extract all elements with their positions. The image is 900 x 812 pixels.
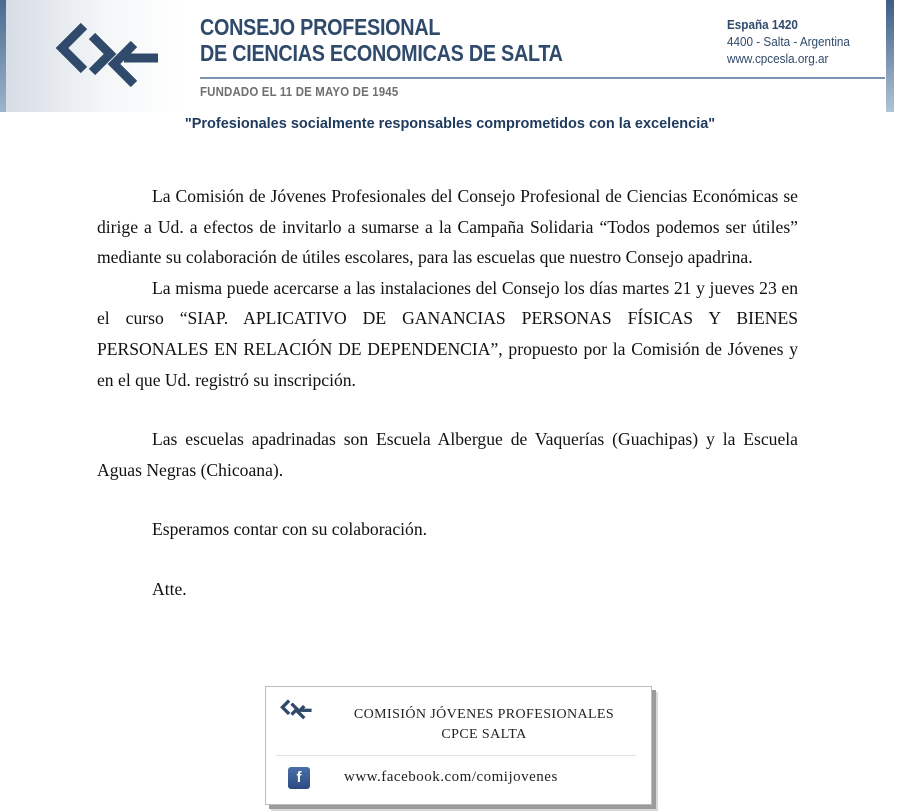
slogan: "Profesionales socialmente responsables comprometidos con la excelencia" <box>184 116 716 132</box>
paragraph-course: La misma puede acercarse a las instalaciones del Consejo los días martes 21 y jueves 23 en el curso “SIAP. APLICATIVO DE GANANCIAS PERSONAS FÍSICAS Y BIENES PERSONALES EN RELACIÓN DE DEPENDENCIA”, propuesto por la Comisión de Jóvenes y en el que Ud. registró su inscripción. <box>97 277 798 390</box>
header-right-bar <box>886 0 894 112</box>
banner-divider <box>276 755 636 756</box>
org-name-line1: CONSEJO PROFESIONAL <box>200 14 441 40</box>
header-divider <box>200 77 885 79</box>
paragraph-invitation: La Comisión de Jóvenes Profesionales del Consejo Profesional de Ciencias Económicas se dirige a Ud. a efectos de invitarlo a sumarse a la Campaña Solidaria “Todos podemos ser útiles” mediante su colaboración de útiles escolares, para las escuelas que nuestro Consejo apadrina. <box>97 186 798 268</box>
founded-date: FUNDADO EL 11 DE MAYO DE 1945 <box>200 84 399 99</box>
closing: Atte. <box>152 578 187 599</box>
commission-banner <box>265 686 652 805</box>
organization-name <box>200 14 563 66</box>
website-link[interactable]: www.cpcesla.org.ar <box>727 51 829 66</box>
address-city: 4400 - Salta - Argentina <box>727 34 850 49</box>
paragraph-hope: Esperamos contar con su colaboración. <box>152 519 428 540</box>
cpce-mini-logo-icon <box>280 697 314 723</box>
org-name-line2: DE CIENCIAS ECONOMICAS DE SALTA <box>200 40 563 66</box>
address-street: España 1420 <box>727 17 798 32</box>
facebook-link[interactable]: www.facebook.com/comijovenes <box>344 769 558 785</box>
banner-subtitle: CPCE SALTA <box>441 727 527 742</box>
address-block <box>727 16 850 67</box>
paragraph-schools: Las escuelas apadrinadas son Escuela Albergue de Vaquerías (Guachipas) y la Escuela Aguas Negras (Chicoana). <box>97 429 798 480</box>
facebook-icon[interactable]: f <box>288 767 310 789</box>
letter-body <box>97 181 798 605</box>
cpce-logo-icon <box>54 18 166 96</box>
banner-title: COMISIÓN JÓVENES PROFESIONALES <box>353 707 615 722</box>
logo-panel <box>6 0 184 112</box>
